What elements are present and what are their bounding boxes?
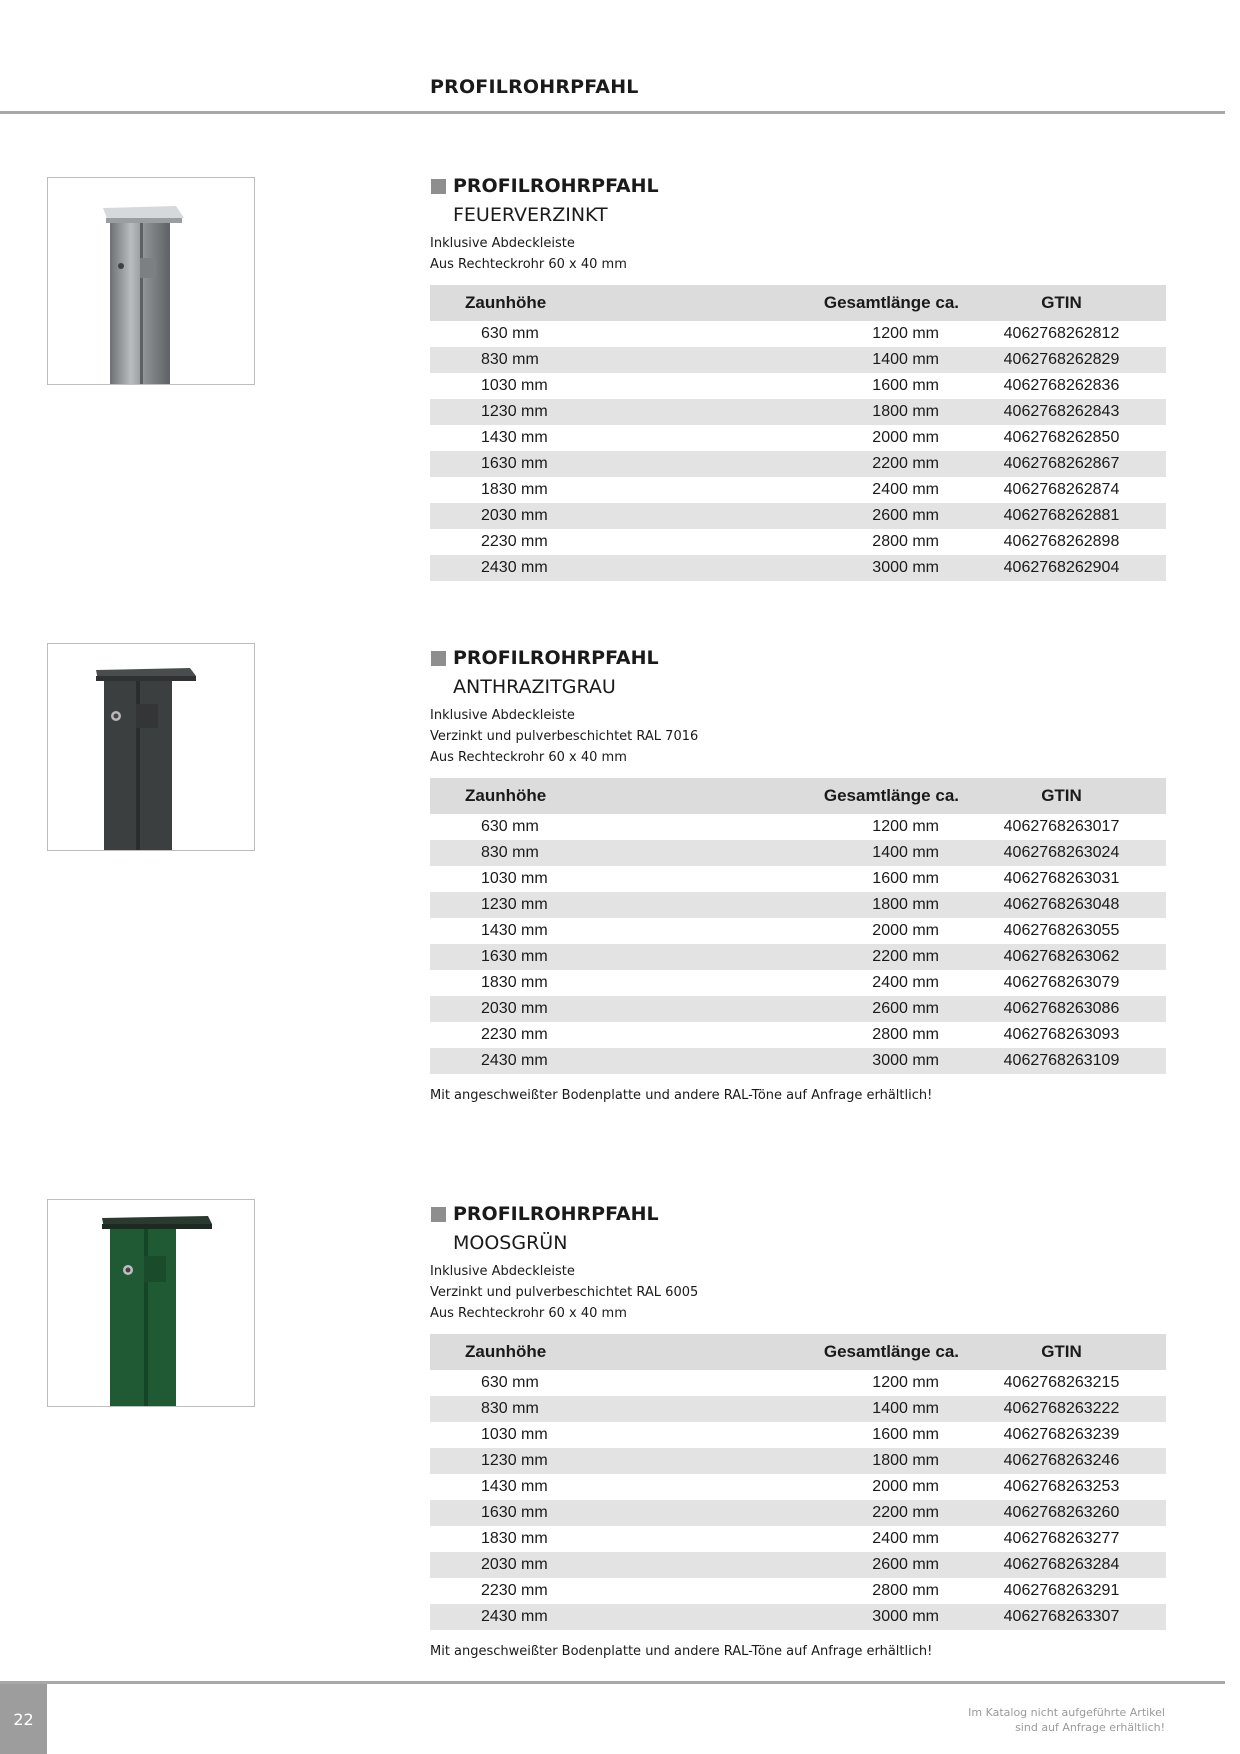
table-row [430,1048,1166,1074]
availability-note: Mit angeschweißter Bodenplatte und andere RAL-Töne auf Anfrage erhältlich! [430,1088,933,1103]
table-row [430,1552,1166,1578]
table-row [430,1526,1166,1552]
gtin-cell: 4062768263291 [1003,1582,1120,1599]
gtin-cell: 4062768263246 [957,1448,1166,1474]
product-section-galvanized [430,175,1166,581]
gtin-cell: 4062768262843 [957,399,1166,425]
total-length-cell: 1600 mm [872,1426,939,1443]
description-line: Verzinkt und pulverbeschichtet RAL 6005 [430,1285,699,1300]
fence-height-cell: 1430 mm [481,922,548,939]
product-description [430,233,1166,275]
product-image-green [47,1199,255,1407]
page-header-title: PROFILROHRPFAHL [430,76,639,98]
total-length-cell: 1600 mm [872,377,939,394]
table-row [430,321,1166,347]
column-header-height: Zaunhöhe [430,778,617,814]
table-row [430,1448,1166,1474]
footer-divider [0,1681,1225,1684]
table-row [430,399,1166,425]
anthracite-post-photo-icon [48,644,254,850]
product-subtitle: FEUERVERZINKT [453,204,608,226]
square-bullet-icon [431,179,446,194]
gtin-cell: 4062768263093 [1003,1026,1120,1043]
total-length-cell: 1800 mm [617,399,957,425]
footer-note [968,1705,1165,1735]
gtin-cell: 4062768262812 [1003,325,1120,342]
availability-note: Mit angeschweißter Bodenplatte und andere RAL-Töne auf Anfrage erhältlich! [430,1644,933,1659]
column-header-height: Zaunhöhe [430,285,617,321]
total-length-cell: 3000 mm [617,1604,957,1630]
table-row [430,451,1166,477]
description-line: Aus Rechteckrohr 60 x 40 mm [430,750,627,765]
total-length-cell: 2200 mm [617,451,957,477]
column-header-gtin: GTIN [957,285,1166,321]
fence-height-cell: 2030 mm [430,503,617,529]
total-length-cell: 1400 mm [617,1396,957,1422]
fence-height-cell: 1030 mm [481,1426,548,1443]
fence-height-cell: 2230 mm [481,1582,548,1599]
gtin-cell: 4062768263277 [1003,1530,1120,1547]
fence-height-cell: 1430 mm [481,1478,548,1495]
total-length-cell: 1800 mm [617,892,957,918]
column-header-length: Gesamtlänge ca. [617,285,957,321]
total-length-cell: 1800 mm [617,1448,957,1474]
fence-height-cell: 830 mm [430,1396,617,1422]
description-line: Verzinkt und pulverbeschichtet RAL 7016 [430,729,699,744]
fence-height-cell: 630 mm [481,1374,539,1391]
fence-height-cell: 2030 mm [430,996,617,1022]
table-row [430,477,1166,503]
product-description [430,1261,1166,1324]
table-row [430,347,1166,373]
total-length-cell: 1400 mm [617,840,957,866]
galvanized-post-photo-icon [48,178,254,384]
fence-height-cell: 2430 mm [430,1048,617,1074]
gtin-cell: 4062768263307 [957,1604,1166,1630]
fence-height-cell: 630 mm [481,818,539,835]
gtin-cell: 4062768262881 [957,503,1166,529]
total-length-cell: 1200 mm [872,1374,939,1391]
table-row [430,1474,1166,1500]
gtin-cell: 4062768263239 [1003,1426,1120,1443]
fence-height-cell: 1630 mm [430,944,617,970]
fence-height-cell: 1230 mm [430,399,617,425]
green-post-photo-icon [48,1200,254,1406]
gtin-cell: 4062768263215 [1003,1374,1120,1391]
gtin-cell: 4062768263024 [957,840,1166,866]
fence-height-cell: 2430 mm [430,555,617,581]
gtin-cell: 4062768263260 [957,1500,1166,1526]
fence-height-cell: 1630 mm [430,451,617,477]
gtin-cell: 4062768263222 [957,1396,1166,1422]
footer-note-line: sind auf Anfrage erhältlich! [1015,1721,1165,1734]
header-divider [0,111,1225,114]
gtin-cell: 4062768263048 [957,892,1166,918]
product-description [430,705,1166,768]
table-row [430,1578,1166,1604]
total-length-cell: 2400 mm [872,481,939,498]
gtin-cell: 4062768263079 [1003,974,1120,991]
gtin-cell: 4062768262898 [1003,533,1120,550]
total-length-cell: 3000 mm [617,555,957,581]
gtin-cell: 4062768263031 [1003,870,1120,887]
product-title: PROFILROHRPFAHL [453,647,659,669]
total-length-cell: 2600 mm [617,1552,957,1578]
column-header-length: Gesamtlänge ca. [617,1334,957,1370]
square-bullet-icon [431,651,446,666]
fence-height-cell: 1030 mm [481,377,548,394]
total-length-cell: 2800 mm [872,1026,939,1043]
gtin-cell: 4062768263062 [957,944,1166,970]
total-length-cell: 2800 mm [872,533,939,550]
table-row [430,814,1166,840]
footer-note-line: Im Katalog nicht aufgeführte Artikel [968,1706,1165,1719]
fence-height-cell: 2230 mm [481,1026,548,1043]
total-length-cell: 1200 mm [872,818,939,835]
description-line: Inklusive Abdeckleiste [430,708,575,723]
table-row [430,503,1166,529]
table-row [430,1604,1166,1630]
total-length-cell: 2000 mm [872,429,939,446]
gtin-cell: 4062768262829 [957,347,1166,373]
gtin-cell: 4062768262836 [1003,377,1120,394]
table-row [430,425,1166,451]
product-title: PROFILROHRPFAHL [453,175,659,197]
total-length-cell: 2600 mm [617,996,957,1022]
gtin-cell: 4062768262874 [1003,481,1120,498]
table-row [430,555,1166,581]
table-row [430,996,1166,1022]
table-row [430,1422,1166,1448]
fence-height-cell: 630 mm [481,325,539,342]
table-row [430,1500,1166,1526]
gtin-cell: 4062768263109 [957,1048,1166,1074]
total-length-cell: 2000 mm [872,1478,939,1495]
table-row [430,373,1166,399]
gtin-cell: 4062768263055 [1003,922,1120,939]
total-length-cell: 3000 mm [617,1048,957,1074]
gtin-cell: 4062768262904 [957,555,1166,581]
total-length-cell: 2400 mm [872,974,939,991]
column-header-gtin: GTIN [957,778,1166,814]
page-number: 22 [0,1684,47,1754]
spec-table [430,1334,1166,1630]
column-header-length: Gesamtlänge ca. [617,778,957,814]
table-row [430,918,1166,944]
table-row [430,892,1166,918]
table-row [430,944,1166,970]
square-bullet-icon [431,1207,446,1222]
total-length-cell: 2600 mm [617,503,957,529]
fence-height-cell: 1830 mm [481,481,548,498]
table-row [430,1022,1166,1048]
product-section-green [430,1203,1166,1659]
table-row [430,1396,1166,1422]
fence-height-cell: 1630 mm [430,1500,617,1526]
product-title: PROFILROHRPFAHL [453,1203,659,1225]
product-image-anthracite [47,643,255,851]
gtin-cell: 4062768263086 [957,996,1166,1022]
total-length-cell: 2200 mm [617,944,957,970]
fence-height-cell: 1430 mm [481,429,548,446]
fence-height-cell: 2230 mm [481,533,548,550]
spec-table [430,285,1166,581]
gtin-cell: 4062768263253 [1003,1478,1120,1495]
description-line: Inklusive Abdeckleiste [430,236,575,251]
total-length-cell: 1200 mm [872,325,939,342]
description-line: Aus Rechteckrohr 60 x 40 mm [430,1306,627,1321]
fence-height-cell: 2430 mm [430,1604,617,1630]
fence-height-cell: 1830 mm [481,974,548,991]
total-length-cell: 2400 mm [872,1530,939,1547]
fence-height-cell: 830 mm [430,840,617,866]
spec-table [430,778,1166,1074]
gtin-cell: 4062768262850 [1003,429,1120,446]
table-row [430,866,1166,892]
table-row [430,970,1166,996]
fence-height-cell: 1030 mm [481,870,548,887]
table-row [430,1370,1166,1396]
fence-height-cell: 1830 mm [481,1530,548,1547]
total-length-cell: 2000 mm [872,922,939,939]
fence-height-cell: 830 mm [430,347,617,373]
description-line: Aus Rechteckrohr 60 x 40 mm [430,257,627,272]
total-length-cell: 2200 mm [617,1500,957,1526]
fence-height-cell: 2030 mm [430,1552,617,1578]
product-section-anthracite [430,647,1166,1103]
product-subtitle: MOOSGRÜN [453,1232,568,1254]
description-line: Inklusive Abdeckleiste [430,1264,575,1279]
column-header-gtin: GTIN [957,1334,1166,1370]
table-row [430,529,1166,555]
fence-height-cell: 1230 mm [430,1448,617,1474]
table-row [430,840,1166,866]
gtin-cell: 4062768262867 [957,451,1166,477]
fence-height-cell: 1230 mm [430,892,617,918]
total-length-cell: 1600 mm [872,870,939,887]
total-length-cell: 2800 mm [872,1582,939,1599]
product-subtitle: ANTHRAZITGRAU [453,676,616,698]
gtin-cell: 4062768263017 [1003,818,1120,835]
gtin-cell: 4062768263284 [957,1552,1166,1578]
product-image-galvanized [47,177,255,385]
column-header-height: Zaunhöhe [430,1334,617,1370]
total-length-cell: 1400 mm [617,347,957,373]
